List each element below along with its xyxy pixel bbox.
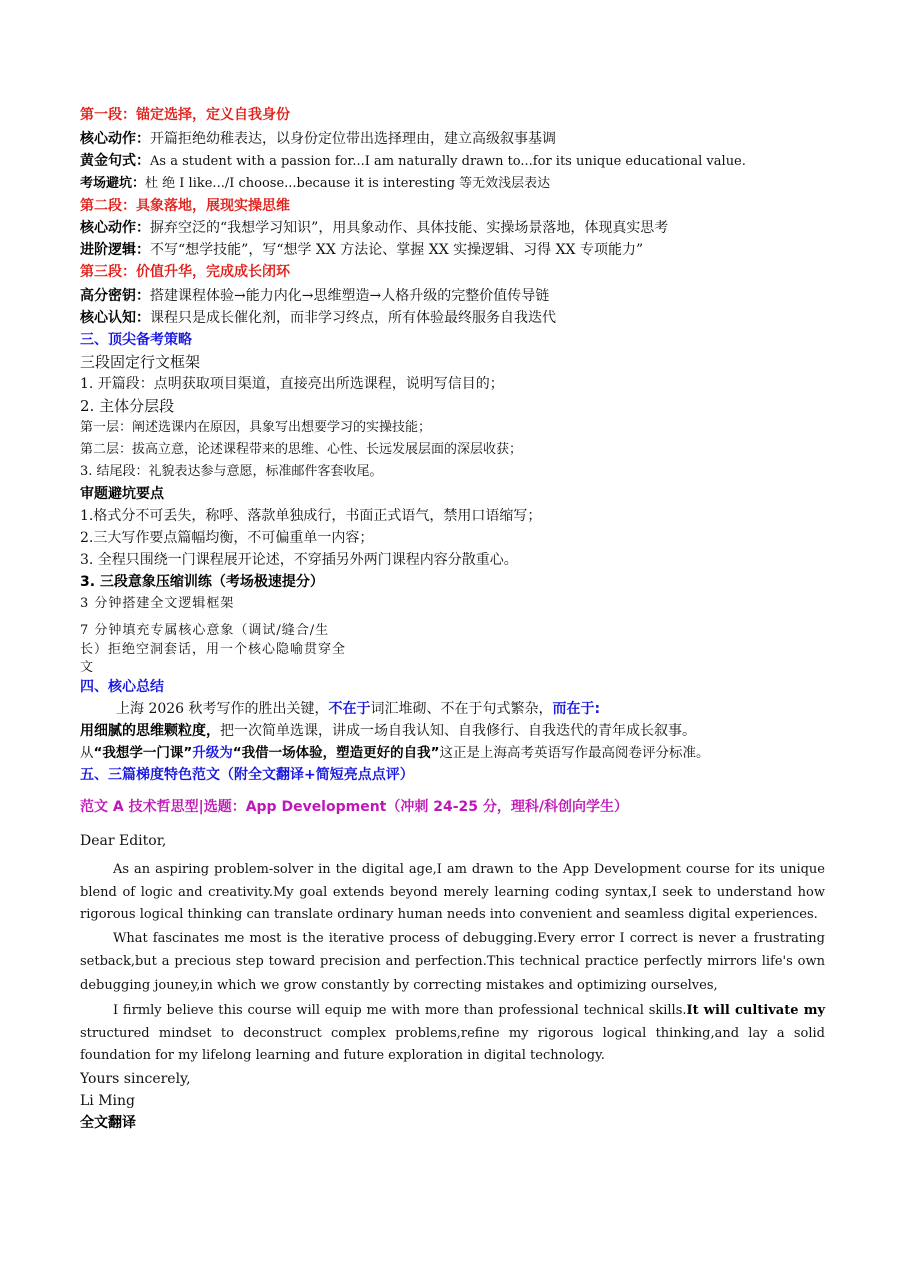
strategy-line-1: 1. 开篇段：点明获取项目渠道，直接亮出所选课程，说明写信目的； bbox=[80, 376, 504, 392]
text: 开篇拒绝幼稚表达，以身份定位带出选择理由，建立高级叙事基调 bbox=[150, 131, 556, 147]
text: 词汇堆砌、不在于句式繁杂， bbox=[370, 701, 553, 717]
label: 进阶逻辑： bbox=[80, 242, 150, 258]
letter-paragraph-1: As an aspiring problem-solver in the digital age,I am drawn to the App Development course for its unique blend of logic and creativity.My goal extends beyond merely learning coding syntax,I seek to understand how rigorous logical thinking can translate ordinary human needs into convenient and seamless digital experiences. bbox=[80, 862, 825, 922]
pitfalls-heading: 审题避坑要点 bbox=[80, 486, 164, 502]
s1-golden-sentence bbox=[80, 150, 825, 173]
label: 核心动作： bbox=[80, 220, 150, 236]
s1-core-action bbox=[80, 128, 825, 150]
text: As a student with a passion for...I am naturally drawn to...for its unique educational value. bbox=[150, 154, 746, 169]
strategy-line-3: 第一层：阐述选课内在原因，具象写出想要学习的实操技能； bbox=[80, 420, 432, 435]
strategy-heading: 三、顶尖备考策略 bbox=[80, 332, 192, 348]
letter-signature: Li Ming bbox=[80, 1092, 136, 1109]
label: 核心动作： bbox=[80, 131, 150, 147]
text: 不写“想学技能”，写“想学 XX 方法论、掌握 XX 实操逻辑、习得 XX 专项能力” bbox=[150, 242, 644, 258]
emphasis: 用细腻的思维颗粒度， bbox=[80, 723, 220, 739]
letter-salutation: Dear Editor, bbox=[80, 833, 167, 849]
s1-pitfall bbox=[80, 173, 825, 195]
document-page bbox=[80, 104, 825, 1134]
text: 上海 2026 秋考写作的胜出关键， bbox=[116, 701, 329, 717]
section-two-heading: 第二段：具象落地，展现实操思维 bbox=[80, 198, 290, 214]
training-line-2b: 长）拒绝空洞套话，用一个核心隐喻贯穿全 bbox=[80, 642, 347, 657]
text: 搭建课程体验→能力内化→思维塑造→人格升级的完整价值传导链 bbox=[150, 288, 550, 304]
section-one-heading: 第一段：锚定选择，定义自我身份 bbox=[80, 107, 290, 123]
pitfall-1: 1.格式分不可丢失，称呼、落款单独成行，书面正式语气，禁用口语缩写； bbox=[80, 508, 542, 524]
label: 核心认知： bbox=[80, 310, 150, 326]
pitfall-2: 2.三大写作要点篇幅均衡，不可偏重单一内容； bbox=[80, 530, 374, 546]
text: 这正是上海高考英语写作最高阅卷评分标准。 bbox=[439, 745, 710, 761]
emphasis: 不在于 bbox=[328, 701, 371, 717]
text: 从 bbox=[80, 745, 94, 761]
training-line-2a: 7 分钟填充专属核心意象（调试/缝合/生 bbox=[80, 623, 330, 638]
s2-core-action bbox=[80, 217, 825, 239]
training-heading: 3. 三段意象压缩训练（考场极速提分） bbox=[80, 574, 324, 590]
training-line-2c: 文 bbox=[80, 660, 94, 675]
emphasis: 升级为 bbox=[192, 745, 233, 761]
text: 杜 绝 I like.../I choose...because it is interesting 等无效浅层表达 bbox=[145, 176, 551, 191]
text: I firmly believe this course will equip me with more than professional technical skills. bbox=[113, 1003, 687, 1018]
summary-heading: 四、核心总结 bbox=[80, 679, 164, 695]
s2-advanced-logic bbox=[80, 239, 825, 261]
summary-line-3 bbox=[80, 742, 825, 764]
letter-paragraph-2: What fascinates me most is the iterative process of debugging.Every error I correct is never a frustrating setback,but a precious step toward precision and perfection.This technical practice perfectly mirrors life's own debugging jouney,in which we grow constantly by correcting mistakes and optimizing ourselves, bbox=[80, 930, 825, 993]
sample-a-title: 范文 A 技术哲思型|选题：App Development（冲刺 24-25 分，理科/科创向学生） bbox=[80, 799, 629, 815]
emphasis: “我借一场体验，塑造更好的自我” bbox=[232, 745, 440, 761]
emphasis: “我想学一门课” bbox=[93, 745, 193, 761]
section-three-heading: 第三段：价值升华，完成成长闭环 bbox=[80, 264, 290, 280]
text: 课程只是成长催化剂，而非学习终点，所有体验最终服务自我迭代 bbox=[150, 310, 556, 326]
label: 考场避坑： bbox=[80, 176, 146, 191]
emphasis: 而在于: bbox=[552, 701, 601, 717]
label: 高分密钥： bbox=[80, 288, 150, 304]
pitfall-3: 3. 全程只围绕一门课程展开论述，不穿插另外两门课程内容分散重心。 bbox=[80, 552, 518, 568]
strategy-line-5: 3. 结尾段：礼貌表达参与意愿，标准邮件客套收尾。 bbox=[80, 464, 383, 479]
translation-heading: 全文翻译 bbox=[80, 1114, 136, 1131]
emphasis: It will cultivate my bbox=[686, 1003, 826, 1018]
summary-line-1 bbox=[80, 698, 825, 720]
text: structured mindset to deconstruct complex problems,refine my rigorous logical thinking,and lay a solid foundation for my lifelong learning and future exploration in digital technology. bbox=[80, 1025, 825, 1063]
letter-closing: Yours sincerely, bbox=[80, 1070, 191, 1087]
text: 摒弃空泛的“我想学习知识”，用具象动作、具体技能、实操场景落地，体现真实思考 bbox=[150, 220, 669, 236]
strategy-line-4: 第二层：拔高立意，论述课程带来的思维、心性、长远发展层面的深层收获； bbox=[80, 442, 523, 457]
letter-paragraph-3 bbox=[80, 1000, 825, 1068]
strategy-subheading: 三段固定行文框架 bbox=[80, 353, 201, 371]
training-line-1: 3 分钟搭建全文逻辑框架 bbox=[80, 596, 235, 611]
s3-key bbox=[80, 285, 825, 307]
summary-line-2 bbox=[80, 720, 825, 742]
samples-heading: 五、三篇梯度特色范文（附全文翻译+简短亮点点评） bbox=[80, 767, 414, 783]
strategy-line-2: 2. 主体分层段 bbox=[80, 397, 175, 415]
label: 黄金句式： bbox=[80, 153, 150, 169]
text: 把一次简单选课，讲成一场自我认知、自我修行、自我迭代的青年成长叙事。 bbox=[220, 723, 696, 739]
s3-cognition bbox=[80, 307, 825, 329]
